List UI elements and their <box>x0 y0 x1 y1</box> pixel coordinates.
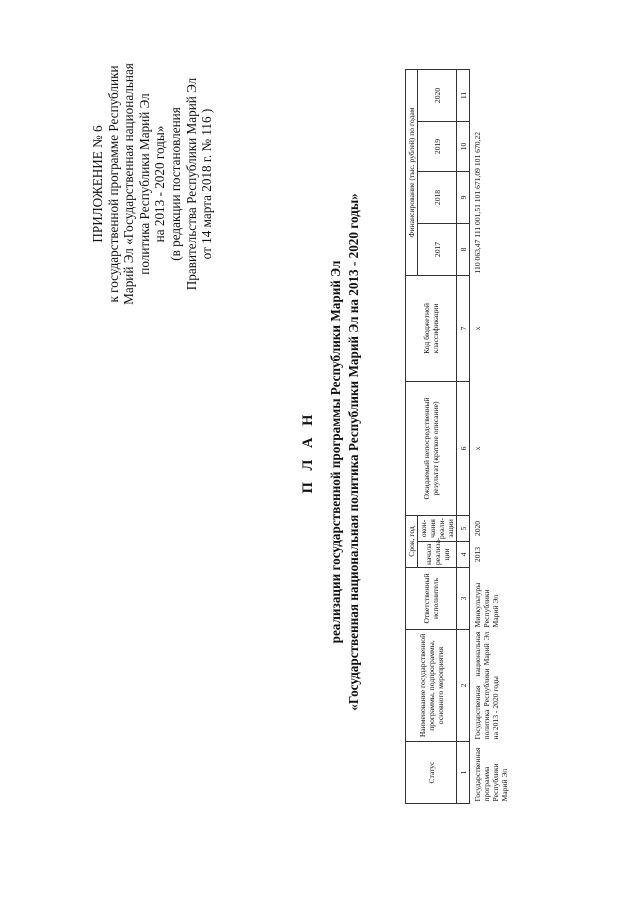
row-result: x <box>473 446 482 451</box>
plan-subtitle-2: «Государственная национальная политика Республики Марий Эл на 2013 - 2020 годы» <box>346 193 361 711</box>
header-term-start: начала реализа-ции <box>418 542 457 568</box>
table-row <box>470 69 511 803</box>
appendix-line: ПРИЛОЖЕНИЕ № 6 <box>90 125 105 243</box>
plan-table <box>405 69 510 804</box>
column-number: 9 <box>457 171 470 223</box>
header-year: 2019 <box>418 121 457 171</box>
header-finance: Финансирование (тыс. рублей) по годам <box>406 69 418 275</box>
column-number: 8 <box>457 223 470 275</box>
header-name: Наименование государственной программы, подпрограммы, основного мероприятия <box>406 630 457 742</box>
appendix-line: Марий Эл «Государственная национальная <box>121 63 137 305</box>
row-end-year: 2020 <box>473 520 482 537</box>
column-number: 4 <box>457 542 470 568</box>
column-number: 5 <box>457 515 470 541</box>
appendix-line: от 14 марта 2018 г. № 116 ) <box>199 108 215 260</box>
row-funding: 110 063,47 111 001,51 101 671,09 101 670,22 <box>473 131 482 274</box>
appendix-line: (в редакции постановления <box>167 107 183 261</box>
column-number: 3 <box>457 568 470 630</box>
appendix-line: Правительства Республики Марий Эл <box>183 77 199 291</box>
header-code: Код бюджетной классификации <box>406 275 457 381</box>
header-year: 2020 <box>418 69 457 121</box>
row-start-year: 2013 <box>473 546 482 563</box>
column-number: 6 <box>457 381 470 515</box>
header-status: Статус <box>406 742 457 804</box>
plan-subtitle-1: реализации государственной программы Республики Марий Эл <box>328 260 343 644</box>
plan-title: П Л А Н <box>300 410 316 494</box>
header-result: Ожидаемый непосредственный результат (краткое описание) <box>406 381 457 515</box>
header-executor: Ответственный исполнитель <box>406 568 457 630</box>
header-year: 2017 <box>418 223 457 275</box>
appendix-line: политика Республики Марий Эл <box>136 93 152 275</box>
appendix-line: на 2013 - 2020 годы» <box>152 125 168 243</box>
header-year: 2018 <box>418 171 457 223</box>
row-code: x <box>473 326 482 331</box>
appendix-block <box>90 54 215 314</box>
row-status: Государственная программа Республики Марий Эл <box>473 747 509 802</box>
column-number: 10 <box>457 121 470 171</box>
column-number: 11 <box>457 69 470 121</box>
row-name: Государственная национальная политика Республики Марий Эл на 2013 - 2020 годы <box>473 631 500 740</box>
column-number: 7 <box>457 275 470 381</box>
appendix-line: к государственной программе Республики <box>105 65 121 303</box>
row-executor: Минкультуры Республики Марий Эл <box>473 582 500 628</box>
column-number: 1 <box>457 742 470 804</box>
column-number: 2 <box>457 630 470 742</box>
header-term-end: окон-чания реали-зации <box>418 515 457 541</box>
header-term: Срок, год <box>406 515 418 567</box>
